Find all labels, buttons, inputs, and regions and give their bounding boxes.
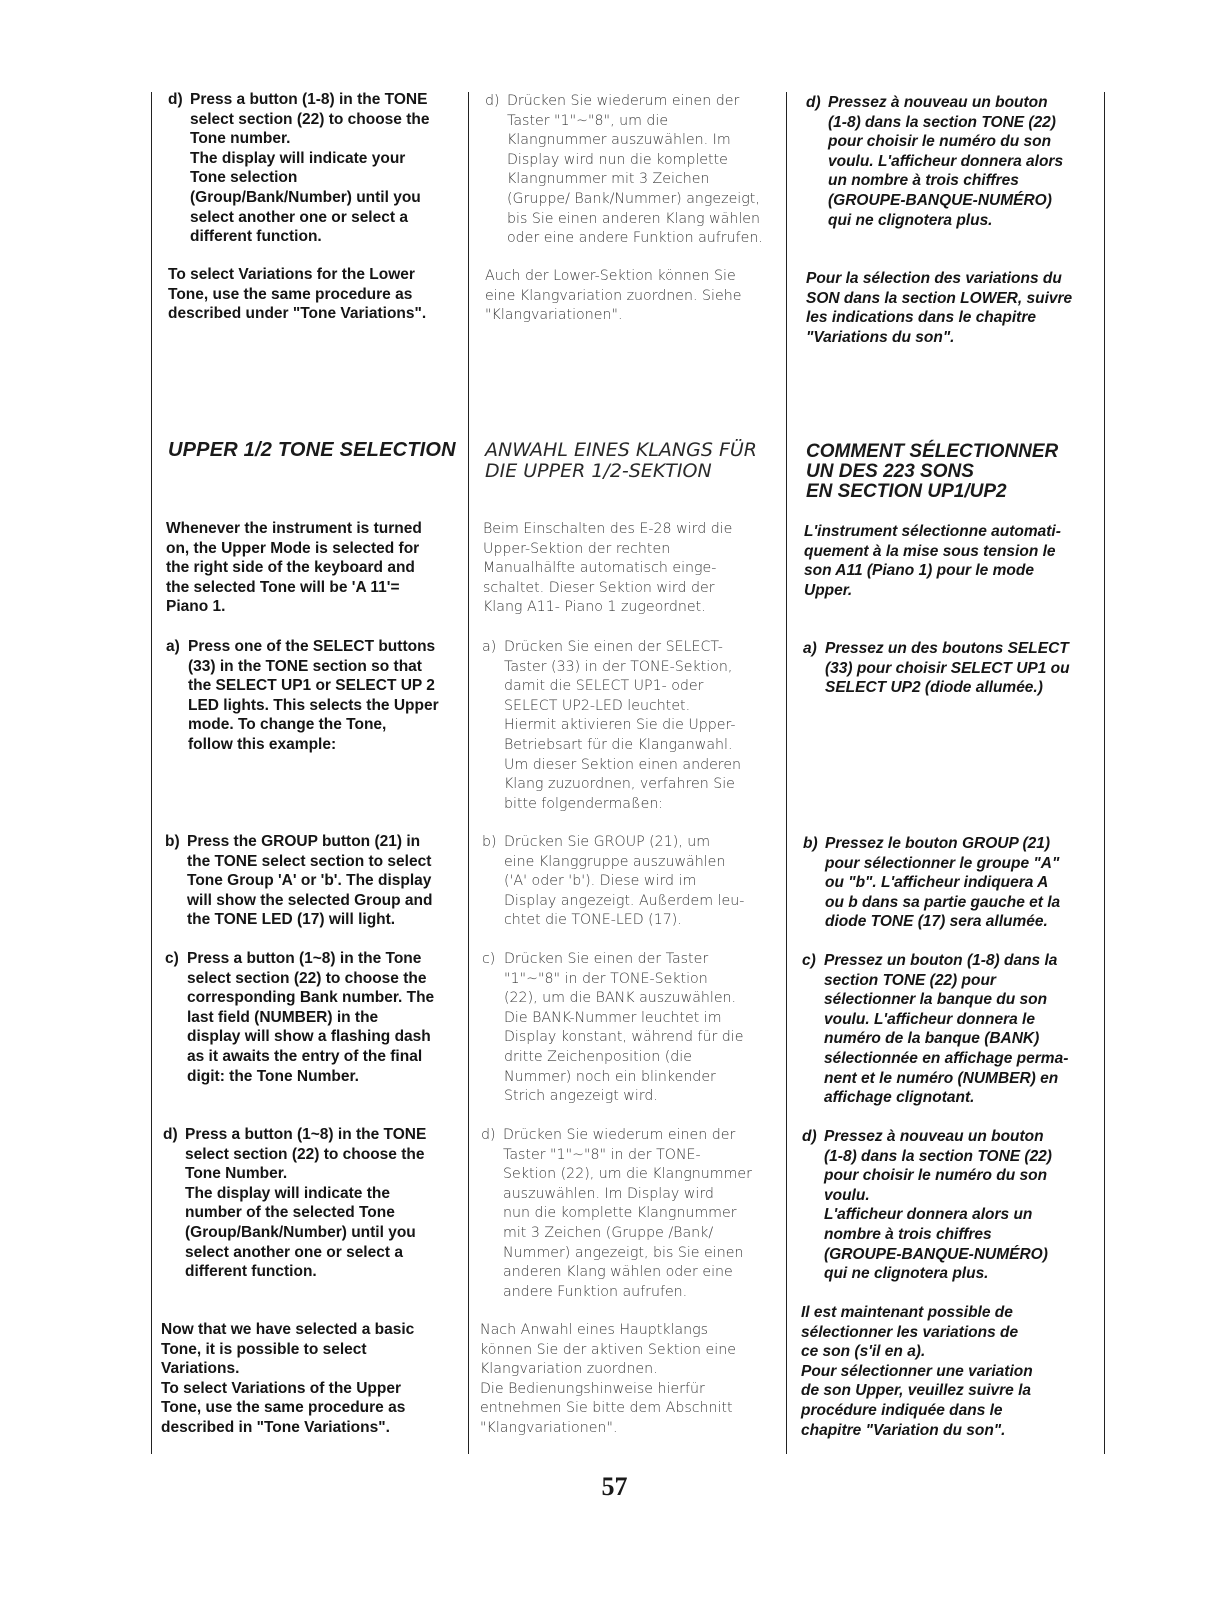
text-line: pour sélectionner le groupe "A" xyxy=(825,854,1060,872)
text-line: To select Variations for the Lower xyxy=(168,266,415,283)
text-line: the SELECT UP1 or SELECT UP 2 xyxy=(188,677,435,695)
lines xyxy=(828,93,1096,230)
step-label: c) xyxy=(802,952,816,969)
lines xyxy=(504,950,778,1107)
text-line: Drücken Sie wiederum einen der xyxy=(507,93,740,109)
text-line: dritte Zeichenposition (die xyxy=(504,1048,692,1065)
lines xyxy=(824,951,1096,1108)
text-line: Upper-Sektion der rechten xyxy=(483,540,671,557)
fr-step-a xyxy=(803,639,1096,698)
column-rule-left xyxy=(151,92,152,1454)
text-line: the TONE select section to select xyxy=(187,852,432,870)
text-line: Auch der Lower-Sektion können Sie xyxy=(485,268,736,284)
text-line: EN SECTION UP1/UP2 xyxy=(806,481,1007,502)
text-line: können Sie der aktiven Sektion eine xyxy=(480,1341,736,1358)
lines xyxy=(190,90,458,247)
text-line: described under "Tone Variations". xyxy=(168,305,427,323)
text-line: voulu. L'afficheur donnera alors xyxy=(828,152,1064,170)
text-line: Press a button (1~8) in the Tone xyxy=(187,950,422,967)
de-heading xyxy=(485,440,780,482)
lines xyxy=(185,1125,458,1282)
text-line: digit: the Tone Number. xyxy=(187,1067,359,1085)
text-line: "Klangvariationen". xyxy=(480,1419,618,1436)
text-line: "1"~"8" in der TONE-Sektion xyxy=(504,970,708,987)
en-final-note xyxy=(161,1320,458,1438)
text-line: (1-8) dans la section TONE (22) xyxy=(828,113,1056,131)
text-line: Tone, it is possible to select xyxy=(161,1340,367,1358)
text-line: Klang A11- Piano 1 zugeordnet. xyxy=(483,599,706,616)
step-label: b) xyxy=(482,834,497,850)
text-line: SELECT UP2-LED leuchtet. xyxy=(504,697,691,714)
text-line: on, the Upper Mode is selected for xyxy=(166,539,420,557)
step-label: c) xyxy=(165,950,179,967)
en-step-b xyxy=(165,832,458,930)
text-line: eine Klanggruppe auszuwählen xyxy=(504,853,726,870)
text-line: DIE UPPER 1/2-SEKTION xyxy=(485,460,712,482)
text-line: Pressez à nouveau un bouton xyxy=(824,1128,1044,1145)
text-line: ou "b". L'afficheur indiquera A xyxy=(825,874,1049,892)
text-line: numéro de la banque (BANK) xyxy=(824,1030,1040,1048)
step-label: d) xyxy=(802,1128,817,1145)
text-line: sélectionnée en affichage perma- xyxy=(824,1049,1069,1067)
text-line: Manualhälfte automatisch einge- xyxy=(483,560,717,577)
de-step-a xyxy=(482,638,778,814)
text-line: affichage clignotant. xyxy=(824,1089,975,1107)
text-line: Drücken Sie GROUP (21), um xyxy=(504,834,711,850)
text-line: schaltet. Dieser Sektion wird der xyxy=(483,579,715,596)
text-line: andere Funktion aufrufen. xyxy=(503,1283,688,1300)
text-line: oder eine andere Funktion aufrufen. xyxy=(507,230,763,247)
text-line: Tone Number. xyxy=(185,1165,288,1183)
text-line: Taster "1"~"8" in der TONE- xyxy=(503,1146,701,1163)
text-line: section TONE (22) pour xyxy=(824,971,996,989)
text-line: Beim Einschalten des E-28 wird die xyxy=(483,521,733,537)
column-rule-mid-right xyxy=(786,92,787,1454)
text-line: Taster (33) in der TONE-Sektion, xyxy=(504,658,733,675)
text-line: Il est maintenant possible de xyxy=(801,1304,1013,1321)
step-label: d) xyxy=(168,91,183,108)
fr-step-c xyxy=(802,951,1096,1108)
text-line: COMMENT SÉLECTIONNER xyxy=(806,441,1059,462)
text-line: Press a button (1~8) in the TONE xyxy=(185,1126,427,1143)
text-line: (Group/Bank/Number) until you xyxy=(190,188,421,206)
step-label: b) xyxy=(165,833,180,850)
fr-step-b xyxy=(803,834,1096,932)
page-number: 57 xyxy=(601,1472,628,1501)
step-label: c) xyxy=(482,951,496,967)
text-line: the right side of the keyboard and xyxy=(166,559,415,577)
text-line: sélectionner les variations de xyxy=(801,1323,1019,1341)
text-line: (Group/Bank/Number) until you xyxy=(185,1223,416,1241)
text-line: son A11 (Piano 1) pour le mode xyxy=(804,562,1034,580)
text-line: last field (NUMBER) in the xyxy=(187,1008,379,1026)
de-step-c xyxy=(482,950,778,1107)
en-lower-variations xyxy=(168,265,458,324)
text-line: "Variations du son". xyxy=(806,328,955,346)
text-line: L'afficheur donnera alors un xyxy=(824,1206,1033,1224)
lines xyxy=(187,949,458,1086)
step-label: a) xyxy=(166,638,180,655)
lines xyxy=(824,1127,1096,1284)
text-line: chapitre "Variation du son". xyxy=(801,1421,1006,1439)
text-line: number of the selected Tone xyxy=(185,1204,395,1222)
text-line: Whenever the instrument is turned xyxy=(166,520,422,537)
step-label: a) xyxy=(803,640,817,657)
text-line: Klangvariation zuordnen. xyxy=(480,1361,658,1378)
text-line: mit 3 Zeichen (Gruppe /Bank/ xyxy=(503,1224,714,1241)
text-line: damit die SELECT UP1- oder xyxy=(504,678,704,695)
lines xyxy=(825,639,1096,698)
text-line: UN DES 223 SONS xyxy=(806,461,974,482)
text-line: mode. To change the Tone, xyxy=(188,716,387,734)
de-final-note xyxy=(480,1321,778,1439)
text-line: different function. xyxy=(185,1263,317,1281)
text-line: select another one or select a xyxy=(190,208,408,226)
text-line: Display wird nun die komplette xyxy=(507,151,728,168)
text-line: Display konstant, während für die xyxy=(504,1029,744,1046)
text-line: Um dieser Sektion einen anderen xyxy=(504,756,742,773)
text-line: nun die komplette Klangnummer xyxy=(503,1205,737,1222)
de-step-d2 xyxy=(481,1126,778,1302)
text-line: (Gruppe/ Bank/Nummer) angezeigt, xyxy=(507,190,760,207)
text-line: will show the selected Group and xyxy=(187,891,433,909)
text-line: Tone number. xyxy=(190,130,291,148)
text-line: the selected Tone will be 'A 11'= xyxy=(166,578,400,596)
text-line: Piano 1. xyxy=(166,598,226,616)
fr-step-d2 xyxy=(802,1127,1096,1284)
text-line: pour choisir le numéro du son xyxy=(824,1167,1048,1185)
text-line: Sektion (22), um die Klangnummer xyxy=(503,1166,752,1183)
en-intro xyxy=(166,519,458,617)
text-line: described in "Tone Variations". xyxy=(161,1418,390,1436)
text-line: quement à la mise sous tension le xyxy=(804,542,1056,560)
text-line: anderen Klang wählen oder eine xyxy=(503,1264,733,1281)
fr-final-note xyxy=(801,1303,1096,1440)
text-line: diode TONE (17) sera allumée. xyxy=(825,913,1048,931)
lines xyxy=(188,637,458,755)
text-line: Display angezeigt. Außerdem leu- xyxy=(504,892,745,909)
text-line: Pour la sélection des variations du xyxy=(806,270,1062,287)
text-line: Tone, use the same procedure as xyxy=(161,1399,406,1417)
en-heading: UPPER 1/2 TONE SELECTION xyxy=(168,439,456,461)
text-line: display will show a flashing dash xyxy=(187,1028,431,1046)
text-line: (33) in the TONE section so that xyxy=(188,657,422,675)
text-line: Tone, use the same procedure as xyxy=(168,285,413,303)
text-line: Upper. xyxy=(804,581,853,599)
de-step-d1 xyxy=(485,92,775,249)
text-line: les indications dans le chapitre xyxy=(806,309,1036,327)
text-line: Now that we have selected a basic xyxy=(161,1321,415,1338)
de-intro xyxy=(483,520,778,618)
text-line: Pour sélectionner une variation xyxy=(801,1362,1033,1380)
text-line: Tone selection xyxy=(190,169,298,187)
text-line: Klang zuzuordnen, verfahren Sie xyxy=(504,776,735,793)
en-step-d2 xyxy=(163,1125,458,1282)
text-line: Pressez à nouveau un bouton xyxy=(828,94,1048,111)
text-line: Hiermit aktivieren Sie die Upper- xyxy=(504,717,736,734)
text-line: Pressez un bouton (1-8) dans la xyxy=(824,952,1058,969)
lines xyxy=(507,92,775,249)
lines xyxy=(825,834,1096,932)
text-line: nent et le numéro (NUMBER) en xyxy=(824,1069,1059,1087)
text-line: pour choisir le numéro du son xyxy=(828,133,1052,151)
text-line: Betriebsart für die Klanganwahl. xyxy=(504,736,733,753)
text-line: Drücken Sie einen der SELECT- xyxy=(504,639,723,655)
text-line: Variations. xyxy=(161,1360,240,1378)
text-line: Klangnummer auszuwählen. Im xyxy=(507,132,731,149)
text-line: (1-8) dans la section TONE (22) xyxy=(824,1147,1052,1165)
fr-lower-variations xyxy=(806,269,1096,347)
text-line: eine Klangvariation zuordnen. Siehe xyxy=(485,287,742,304)
text-line: select section (22) to choose the xyxy=(190,110,430,128)
text-line: To select Variations of the Upper xyxy=(161,1379,402,1397)
lines xyxy=(504,638,778,814)
en-step-d1 xyxy=(168,90,458,247)
step-label: b) xyxy=(803,835,818,852)
step-label: d) xyxy=(485,93,500,109)
step-label: a) xyxy=(482,639,497,655)
text-line: SELECT UP2 (diode allumée.) xyxy=(825,679,1043,697)
fr-intro xyxy=(804,522,1096,600)
text-line: The display will indicate the xyxy=(185,1184,390,1202)
de-step-b xyxy=(482,833,778,931)
de-lower-variations xyxy=(485,267,780,326)
text-line: voulu. L'afficheur donnera le xyxy=(824,1010,1035,1028)
text-line: corresponding Bank number. The xyxy=(187,989,435,1007)
text-line: L'instrument sélectionne automati- xyxy=(804,523,1061,540)
column-rule-mid-left xyxy=(468,92,469,1454)
en-step-c xyxy=(165,949,458,1086)
text-line: The display will indicate your xyxy=(190,149,406,167)
text-line: Tone Group 'A' or 'b'. The display xyxy=(187,872,432,890)
text-line: different function. xyxy=(190,228,322,246)
text-line: Klangnummer mit 3 Zeichen xyxy=(507,171,710,188)
text-line: LED lights. This selects the Upper xyxy=(188,696,439,714)
lines xyxy=(187,832,458,930)
text-line: Die Bedienungshinweise hierfür xyxy=(480,1380,705,1397)
text-line: auszuwählen. Im Display wird xyxy=(503,1185,714,1202)
text-line: bis Sie einen anderen Klang wählen xyxy=(507,210,761,227)
text-line: Nach Anwahl eines Hauptklangs xyxy=(480,1322,709,1338)
text-line: (GROUPE-BANQUE-NUMÉRO) xyxy=(824,1245,1048,1263)
text-line: Press one of the SELECT buttons xyxy=(188,638,436,655)
text-line: as it awaits the entry of the final xyxy=(187,1047,423,1065)
text-line: select another one or select a xyxy=(185,1243,403,1261)
text-line: chtet die TONE-LED (17). xyxy=(504,912,682,929)
step-label: d) xyxy=(163,1126,178,1143)
text-line: qui ne clignotera plus. xyxy=(828,211,993,229)
text-line: Taster "1"~"8", um die xyxy=(507,112,669,129)
fr-heading xyxy=(806,442,1096,502)
text-line: voulu. xyxy=(824,1186,870,1204)
step-label: d) xyxy=(806,94,821,111)
lines xyxy=(504,833,778,931)
text-line: (GROUPE-BANQUE-NUMÉRO) xyxy=(828,191,1052,209)
text-line: Press a button (1-8) in the TONE xyxy=(190,91,428,108)
text-line: de son Upper, veuillez suivre la xyxy=(801,1382,1032,1400)
text-line: (22), um die BANK auszuwählen. xyxy=(504,990,737,1007)
text-line: follow this example: xyxy=(188,735,337,753)
text-line: qui ne clignotera plus. xyxy=(824,1265,989,1283)
text-line: sélectionner la banque du son xyxy=(824,991,1048,1009)
text-line: ce son (s'il en a). xyxy=(801,1343,926,1361)
text-line: Drücken Sie einen der Taster xyxy=(504,951,709,967)
lines xyxy=(503,1126,778,1302)
text-line: Drücken Sie wiederum einen der xyxy=(503,1127,736,1143)
text-line: (33) pour choisir SELECT UP1 ou xyxy=(825,659,1070,677)
text-line: ou b dans sa partie gauche et la xyxy=(825,893,1061,911)
text-line: the TONE LED (17) will light. xyxy=(187,911,396,929)
column-rule-right xyxy=(1104,92,1105,1454)
step-label: d) xyxy=(481,1127,496,1143)
text-line: Pressez le bouton GROUP (21) xyxy=(825,835,1051,852)
text-line: nombre à trois chiffres xyxy=(824,1225,992,1243)
en-step-a xyxy=(166,637,458,755)
text-line: procédure indiquée dans le xyxy=(801,1401,1003,1419)
text-line: Press the GROUP button (21) in xyxy=(187,833,421,850)
text-line: SON dans la section LOWER, suivre xyxy=(806,289,1073,307)
text-line: ANWAHL EINES KLANGS FÜR xyxy=(485,439,758,461)
text-line: un nombre à trois chiffres xyxy=(828,172,1019,190)
text-line: Pressez un des boutons SELECT xyxy=(825,640,1069,657)
text-line: Die BANK-Nummer leuchtet im xyxy=(504,1009,722,1026)
text-line: Nummer) angezeigt, bis Sie einen xyxy=(503,1244,744,1261)
text-line: select section (22) to choose the xyxy=(185,1145,425,1163)
text-line: entnehmen Sie bitte dem Abschnitt xyxy=(480,1400,733,1417)
text-line: "Klangvariationen". xyxy=(485,307,623,324)
fr-step-d1 xyxy=(806,93,1096,230)
text-line: Nummer) noch ein blinkender xyxy=(504,1068,716,1085)
text-line: ('A' oder 'b'). Diese wird im xyxy=(504,873,697,890)
text-line: bitte folgendermaßen: xyxy=(504,795,664,812)
text-line: select section (22) to choose the xyxy=(187,969,427,987)
text-line: Strich angezeigt wird. xyxy=(504,1088,658,1105)
